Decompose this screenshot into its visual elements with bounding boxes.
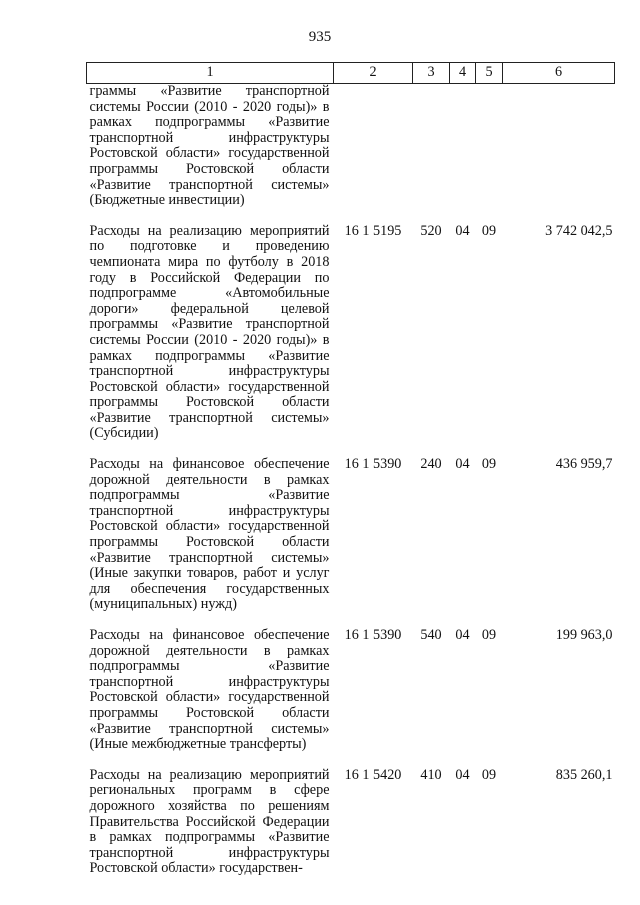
table-row [87, 84, 615, 224]
row-subsection: 09 [481, 627, 497, 643]
row-target-article: 16 1 5195 [344, 222, 402, 239]
row-amount: 835 260,1 [555, 766, 613, 783]
row-subsection: 09 [481, 222, 497, 239]
budget-table [86, 62, 615, 892]
header-row [87, 63, 615, 84]
row-amount: 436 959,7 [555, 456, 613, 473]
column-header-target-article: 2 [334, 63, 413, 84]
row-description: Расходы на финансовое обеспечение дорожной деятельности в рамках подпрограммы «Развитие транспортной инфраструктуры Ростовской области» государственной программы Ростовской области «Развитие транспортной системы» (Иные закупки товаров, работ и услуг для обеспечения государственных (муниципальных) нужд) [89, 456, 330, 613]
row-subsection: 09 [481, 456, 497, 473]
page-number: 935 [308, 29, 332, 45]
row-expense-type [413, 84, 450, 224]
column-header-description: 1 [87, 63, 334, 84]
row-amount: 3 742 042,5 [545, 222, 613, 239]
row-description: Расходы на реализацию мероприятий региональных программ в сфере дорожного хозяйства по решениям Правительства Российской Федерации в рамках подпрограммы «Развитие транспортной инфраструктуры Ростовской области» государствен- [89, 766, 330, 877]
table-row [87, 768, 615, 892]
table-row [87, 457, 615, 628]
table-row [87, 628, 615, 768]
column-header-section: 4 [450, 63, 476, 84]
row-section: 04 [455, 456, 470, 473]
row-expense-type: 410 [420, 766, 442, 783]
row-section: 04 [455, 627, 470, 643]
row-amount [503, 84, 615, 224]
row-target-article: 16 1 5390 [344, 456, 402, 473]
row-section: 04 [455, 766, 470, 783]
table-row [87, 224, 615, 457]
row-target-article: 16 1 5390 [344, 627, 402, 643]
row-target-article: 16 1 5420 [344, 766, 402, 783]
row-expense-type: 540 [420, 627, 442, 643]
column-header-subsection: 5 [476, 63, 503, 84]
row-section [450, 84, 476, 224]
column-header-expense-type: 3 [413, 63, 450, 84]
row-expense-type: 520 [420, 222, 442, 239]
row-description: Расходы на финансовое обеспечение дорожной деятельности в рамках подпрограммы «Развитие транспортной инфраструктуры Ростовской области» государственной программы Ростовской области «Развитие транспортной системы» (Иные межбюджетные трансферты) [89, 627, 330, 753]
row-description: Расходы на реализацию мероприятий по подготовке и проведению чемпионата мира по футболу в 2018 году в Российской Федерации по подпрограмме «Автомобильные дороги» федеральной целевой программы «Развитие транспортной системы России (2010 - 2020 годы)» в рамках подпрограммы «Развитие транспортной инфраструктуры Ростовской области» государственной программы Ростовской области «Развитие транспортной системы» (Субсидии) [89, 222, 330, 442]
row-section: 04 [455, 222, 470, 239]
column-header-amount: 6 [503, 63, 615, 84]
row-subsection [476, 84, 503, 224]
row-amount: 199 963,0 [555, 627, 613, 643]
row-description: граммы «Развитие транспортной системы России (2010 - 2020 годы)» в рамках подпрограммы «Развитие транспортной инфраструктуры Ростовской области» государственной программы Ростовской области «Развитие транспортной системы» (Бюджетные инвестиции) [89, 83, 330, 209]
row-target-article [334, 84, 413, 224]
row-subsection: 09 [481, 766, 497, 783]
row-expense-type: 240 [420, 456, 442, 473]
